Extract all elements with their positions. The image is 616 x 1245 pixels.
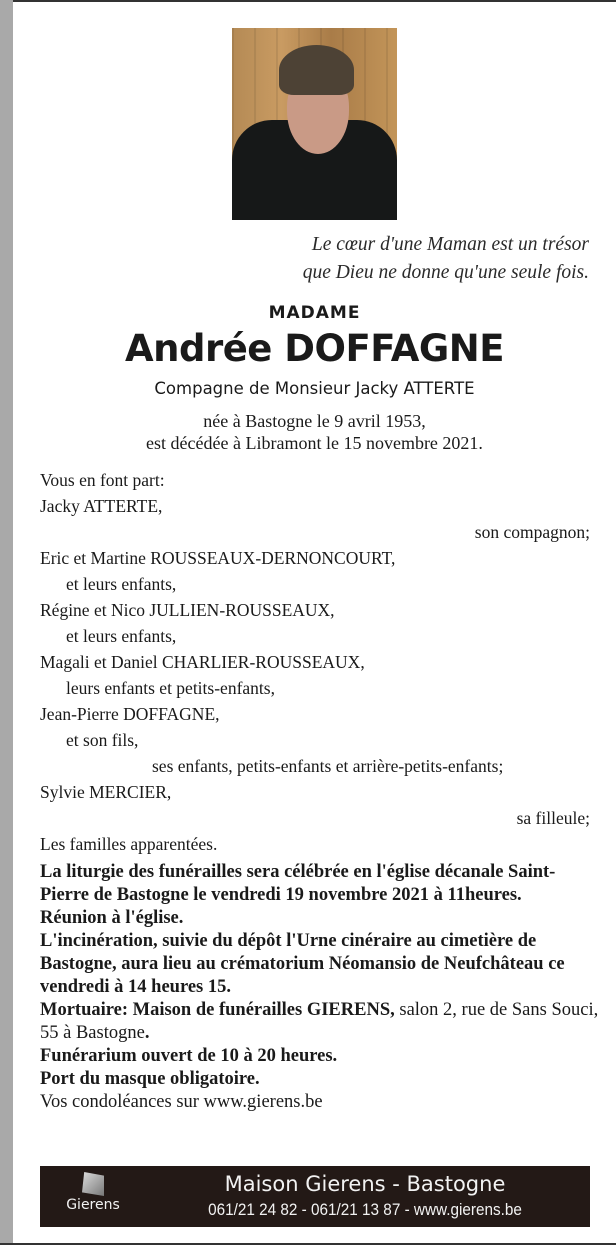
death-line: est décédée à Libramont le 15 novembre 2021. [146, 433, 483, 453]
family-line: leurs enfants et petits-enfants, [66, 678, 275, 698]
family-line: Jean-Pierre DOFFAGNE, [40, 704, 220, 724]
cremation-text: L'incinération, suivie du dépôt l'Urne cinéraire au cimetière de Bastogne, aura lieu au crématorium Néomansio de Neufchâteau ce vendredi à 14 heures 15. [40, 931, 565, 997]
quote-line: Le cœur d'une Maman est un trésor [311, 234, 589, 255]
family-line: Eric et Martine ROUSSEAUX-DERNONCOURT, [40, 548, 396, 568]
family-list [40, 467, 590, 857]
family-line: Magali et Daniel CHARLIER-ROUSSEAUX, [40, 652, 365, 672]
family-line: Jacky ATTERTE, [40, 496, 163, 516]
funeral-home-banner [40, 1166, 590, 1227]
left-margin-bar [0, 0, 13, 1245]
condolences-link[interactable]: Vos condoléances sur www.gierens.be [40, 1092, 323, 1112]
hours-text: Funérarium ouvert de 10 à 20 heures. [40, 1046, 338, 1066]
family-line: son compagnon; [474, 522, 590, 542]
family-line: et leurs enfants, [66, 574, 177, 594]
top-border [0, 0, 616, 2]
meeting-text: Réunion à l'église. [40, 908, 184, 928]
quote-line: que Dieu ne donne qu'une seule fois. [302, 262, 589, 283]
family-line: Régine et Nico JULLIEN-ROUSSEAUX, [40, 600, 335, 620]
gierens-logo [48, 1172, 138, 1222]
funeral-info [40, 861, 600, 1114]
deceased-name: Andrée DOFFAGNE [125, 327, 504, 370]
family-line: ses enfants, petits-enfants et arrière-petits-enfants; [152, 756, 504, 776]
family-line: Les familles apparentées. [40, 834, 218, 854]
logo-icon [82, 1172, 104, 1196]
family-line: et son fils, [66, 730, 139, 750]
companion-line: Compagne de Monsieur Jacky ATTERTE [154, 379, 475, 398]
portrait-photo [232, 28, 397, 220]
mortuary-text [40, 999, 600, 1045]
mask-text: Port du masque obligatoire. [40, 1069, 260, 1089]
family-line: Sylvie MERCIER, [40, 782, 172, 802]
liturgy-text: La liturgie des funérailles sera célébrée en l'église décanale Saint-Pierre de Bastogne le vendredi 19 novembre 2021 à 11heures. [40, 862, 556, 905]
banner-contact: 061/21 24 82 - 061/21 13 87 - www.gierens.be [208, 1200, 522, 1219]
birth-line: née à Bastogne le 9 avril 1953, [203, 411, 426, 431]
family-line: et leurs enfants, [66, 626, 177, 646]
logo-text: Gierens [66, 1197, 120, 1213]
mortuary-label: Mortuaire: Maison de funérailles GIERENS, [40, 1000, 395, 1020]
honorific: MADAME [268, 303, 361, 323]
quote [303, 231, 589, 287]
mortuary-end: . [144, 1023, 150, 1043]
mortuary-address: salon 2, rue de Sans Souci, 55 à Bastogne [40, 1000, 599, 1043]
banner-title: Maison Gierens - Bastogne [224, 1172, 506, 1196]
family-line: Vous en font part: [40, 470, 165, 490]
birth-death-info [13, 410, 616, 454]
family-line: sa filleule; [516, 808, 590, 828]
